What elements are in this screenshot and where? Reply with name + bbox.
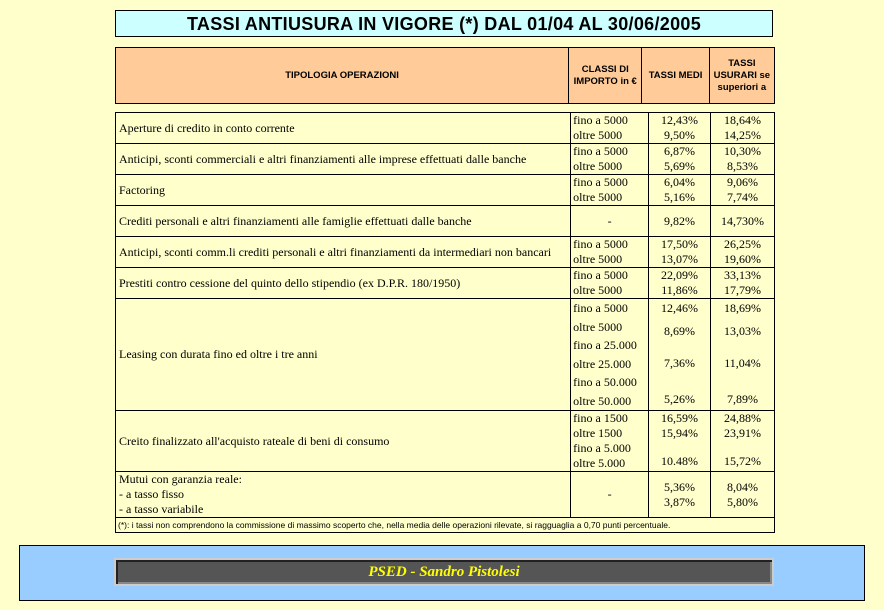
table-row-mutui [116,472,775,518]
row-desc: Leasing con durata fino ed oltre i tre anni [116,299,571,411]
table-header [115,47,775,104]
row-usurari: 33,13% 17,79% [711,268,775,299]
row-medi: 17,50% 13,07% [649,237,711,268]
row-medi: 6,04% 5,16% [649,175,711,206]
row-usurari: 9,06% 7,74% [711,175,775,206]
row-desc: Factoring [116,175,571,206]
row-desc: Aperture di credito in conto corrente [116,113,571,144]
row-medi: 5,36% 3,87% [649,472,711,518]
footer-signature: PSED - Sandro Pistolesi [114,558,774,586]
rates-table [115,112,775,533]
footnote-row [116,518,775,533]
row-desc: Mutui con garanzia reale: - a tasso fisso - a tasso variabile [116,472,571,518]
row-desc: Creito finalizzato all'acquisto rateale di beni di consumo [116,411,571,472]
row-usurari: 10,30% 8,53% [711,144,775,175]
row-classes: fino a 5000 oltre 5000 [571,268,649,299]
row-desc: Anticipi, sconti comm.li crediti personali e altri finanziamenti da intermediari non bancari [116,237,571,268]
row-usurari: 18,69% 13,03% 11,04% 7,89% [711,299,775,411]
footer-panel [19,545,865,601]
table-row [116,113,775,144]
row-usurari: 14,730% [711,206,775,237]
header-tipologia: TIPOLOGIA OPERAZIONI [116,48,569,104]
row-desc: Prestiti contro cessione del quinto dello stipendio (ex D.P.R. 180/1950) [116,268,571,299]
row-medi: 12,43% 9,50% [649,113,711,144]
table-row [116,175,775,206]
row-medi: 9,82% [649,206,711,237]
table-row [116,268,775,299]
header-classi: CLASSI DI IMPORTO in € [569,48,642,104]
row-desc: Anticipi, sconti commerciali e altri finanziamenti alle imprese effettuati dalle banche [116,144,571,175]
footnote: (*): i tassi non comprendono la commissione di massimo scoperto che, nella media delle operazioni rilevate, si ragguaglia a 0,70 punti percentuale. [116,518,775,533]
table-row [116,206,775,237]
header-tassi-medi: TASSI MEDI [642,48,709,104]
row-classes: fino a 5000 oltre 5000 [571,175,649,206]
row-classes: fino a 5000 oltre 5000 fino a 25.000 oltre 25.000 fino a 50.000 oltre 50.000 [571,299,649,411]
row-usurari: 26,25% 19,60% [711,237,775,268]
row-medi: 22,09% 11,86% [649,268,711,299]
row-classes: fino a 1500 oltre 1500 fino a 5.000 oltre 5.000 [571,411,649,472]
row-desc: Crediti personali e altri finanziamenti alle famiglie effettuati dalle banche [116,206,571,237]
row-classes: fino a 5000 oltre 5000 [571,113,649,144]
row-usurari: 8,04% 5,80% [711,472,775,518]
table-row [116,237,775,268]
header-tassi-usurari: TASSI USURARI se superiori a [709,48,774,104]
table-row-credito [116,411,775,472]
table-row [116,144,775,175]
row-usurari: 18,64% 14,25% [711,113,775,144]
row-classes: - [571,472,649,518]
table-row-leasing [116,299,775,411]
row-usurari: 24,88% 23,91% 15,72% [711,411,775,472]
row-classes: - [571,206,649,237]
row-classes: fino a 5000 oltre 5000 [571,237,649,268]
row-medi: 12,46% 8,69% 7,36% 5,26% [649,299,711,411]
row-classes: fino a 5000 oltre 5000 [571,144,649,175]
row-medi: 16,59% 15,94% 10.48% [649,411,711,472]
row-medi: 6,87% 5,69% [649,144,711,175]
page-title: TASSI ANTIUSURA IN VIGORE (*) DAL 01/04 AL 30/06/2005 [115,10,773,37]
